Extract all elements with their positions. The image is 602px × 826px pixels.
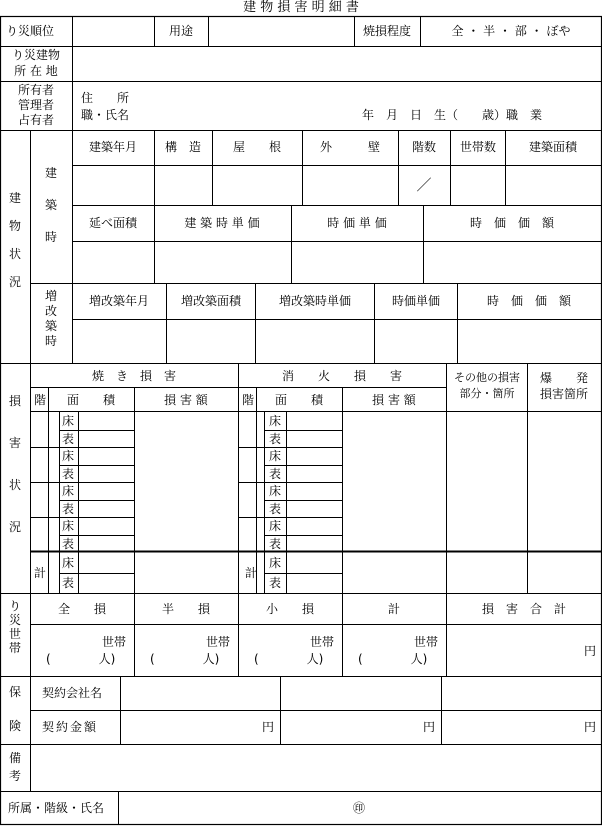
burn-damage-header: 焼 き 損 害 — [91, 369, 177, 383]
fire-floor-mark: 床 — [268, 484, 282, 498]
household-section-label: り 災 世 帯 — [8, 599, 21, 655]
fire-total-surface-mark: 表 — [268, 576, 282, 590]
half-household-unit: 世帯 — [206, 635, 231, 649]
owner-role-3: 占有者 — [17, 113, 55, 127]
fire-floor-col: 階 — [241, 393, 255, 407]
col-built-unit-price: 建 築 時 単 価 — [184, 216, 260, 230]
owner-name-label: 職・氏名 — [81, 108, 130, 122]
building-location-label-1: り災建物 — [11, 48, 61, 62]
damage-total-yen: 円 — [584, 644, 597, 658]
burn-floor-col: 階 — [33, 393, 47, 407]
col-half-loss: 半 損 — [161, 602, 211, 616]
col-building-area: 建築面積 — [528, 140, 578, 154]
owner-role-1: 所有者 — [17, 83, 55, 97]
floors-slash-mark: ／ — [416, 176, 432, 194]
disaster-order-label: り災順位 — [6, 24, 55, 38]
burn-floor-mark: 床 — [61, 414, 75, 428]
burn-area-col: 面 積 — [66, 393, 116, 407]
fire-surface-mark: 表 — [268, 432, 282, 446]
total-people-unit: ( 人) — [358, 652, 428, 666]
owner-role-2: 管理者 — [17, 98, 55, 112]
full-household-unit: 世帯 — [102, 635, 127, 649]
small-people-unit: ( 人) — [254, 652, 324, 666]
fire-amount-col: 損 害 額 — [372, 393, 416, 407]
col-renovation-area: 増改築面積 — [180, 294, 242, 308]
owner-birth-job-label: 年 月 日 生（ 歳）職 業 — [362, 108, 543, 122]
col-built-year: 建築年月 — [88, 140, 138, 154]
col-structure: 構 造 — [164, 140, 202, 154]
burn-floor-mark: 床 — [61, 449, 75, 463]
insurance-yen-3: 円 — [584, 720, 597, 734]
total-household-unit: 世帯 — [414, 635, 439, 649]
half-people-unit: ( 人) — [150, 652, 220, 666]
col-current-unit-price: 時 価 単 価 — [327, 216, 387, 230]
col-renovation-year: 増改築年月 — [88, 294, 150, 308]
fire-total-label: 計 — [244, 566, 258, 580]
fire-floor-mark: 床 — [268, 519, 282, 533]
remarks-label: 備 考 — [8, 751, 21, 783]
burn-total-surface-mark: 表 — [61, 576, 75, 590]
full-people-unit: ( 人) — [46, 652, 116, 666]
insurance-section-label: 保 険 — [8, 685, 21, 733]
col-current-value: 時 価 価 額 — [469, 216, 555, 230]
col-roof: 屋 根 — [232, 140, 282, 154]
fire-floor-mark: 床 — [268, 449, 282, 463]
fire-floor-mark: 床 — [268, 414, 282, 428]
renovation-time-label: 増 改 築 時 — [44, 289, 57, 348]
col-households: 世帯数 — [459, 140, 497, 154]
insurance-amount-label: 契約金額 — [42, 720, 99, 734]
burn-floor-mark: 床 — [61, 519, 75, 533]
fire-total-floor-mark: 床 — [268, 556, 282, 570]
explosion-header-2: 損害箇所 — [539, 387, 589, 401]
insurance-company-label: 契約会社名 — [42, 686, 103, 700]
other-damage-header-2: 部分・箇所 — [459, 387, 515, 400]
burn-amount-col: 損 害 額 — [164, 393, 208, 407]
seal-mark: ㊞ — [352, 801, 366, 815]
burn-degree-options: 全 ・ 半 ・ 部 ・ ぼや — [451, 24, 571, 38]
damage-section-label: 損 害 状 況 — [8, 394, 21, 534]
owner-address-label: 住 所 — [81, 91, 130, 105]
col-household-total: 計 — [387, 602, 401, 616]
affiliation-rank-name-label: 所属・階級・氏名 — [8, 801, 105, 815]
col-damage-total: 損 害 合 計 — [481, 602, 567, 616]
col-floors: 階数 — [411, 140, 437, 154]
burn-floor-mark: 床 — [61, 484, 75, 498]
col-full-loss: 全 損 — [57, 602, 107, 616]
usage-label: 用途 — [168, 24, 194, 38]
fire-extinguish-damage-header: 消 火 損 害 — [281, 369, 403, 383]
burn-surface-mark: 表 — [61, 432, 75, 446]
col-renovation-current-value: 時 価 価 額 — [486, 294, 572, 308]
fire-area-col: 面 積 — [274, 393, 324, 407]
other-damage-header-1: その他の損害 — [454, 371, 520, 384]
burn-total-floor-mark: 床 — [61, 556, 75, 570]
burn-total-label: 計 — [33, 566, 47, 580]
col-total-floor-area: 延べ面積 — [88, 216, 138, 230]
fire-surface-mark: 表 — [268, 537, 282, 551]
building-section-label: 建 物 状 況 — [8, 191, 21, 289]
col-small-loss: 小 損 — [265, 602, 315, 616]
col-renovation-current-unit-price: 時価単価 — [391, 294, 441, 308]
col-renovation-unit-price: 増改築時単価 — [278, 294, 352, 308]
built-time-label: 建 築 時 — [44, 166, 57, 244]
burn-surface-mark: 表 — [61, 502, 75, 516]
fire-surface-mark: 表 — [268, 502, 282, 516]
burn-surface-mark: 表 — [61, 467, 75, 481]
insurance-yen-1: 円 — [262, 720, 275, 734]
insurance-yen-2: 円 — [423, 720, 436, 734]
building-location-label-2: 所 在 地 — [14, 64, 58, 78]
col-outer-wall: 外 壁 — [319, 140, 381, 154]
fire-surface-mark: 表 — [268, 467, 282, 481]
small-household-unit: 世帯 — [310, 635, 335, 649]
burn-degree-label: 焼損程度 — [362, 24, 412, 38]
explosion-header-1: 爆 発 — [539, 371, 589, 385]
page-title: 建 物 損 害 明 細 書 — [243, 0, 359, 15]
burn-surface-mark: 表 — [61, 537, 75, 551]
